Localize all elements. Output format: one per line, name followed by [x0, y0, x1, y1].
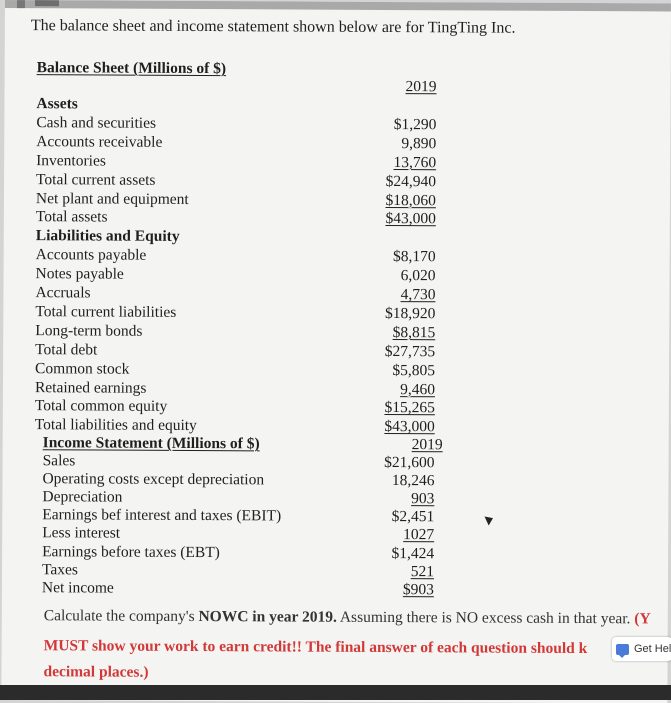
balance-sheet-value: $24,940 [366, 171, 436, 190]
balance-sheet-value: $8,170 [366, 247, 436, 266]
top-bar-marker [17, 0, 25, 8]
get-help-label: Get Hel [634, 643, 671, 655]
balance-sheet-label: Accruals [35, 283, 90, 302]
question-line-3 [43, 663, 148, 682]
balance-sheet-value: 9,460 [365, 379, 435, 398]
income-statement-label: Earnings before taxes (EBT) [42, 542, 220, 562]
income-statement-year: 2019 [373, 435, 443, 454]
balance-sheet-row [35, 302, 455, 323]
balance-sheet-row [36, 264, 456, 285]
balance-sheet-label: Common stock [35, 359, 129, 378]
balance-sheet-label: Total assets [36, 208, 108, 227]
question-line-2 [44, 637, 588, 658]
income-statement-label: Sales [43, 451, 76, 470]
balance-sheet-row [35, 359, 455, 380]
income-statement-value: 521 [364, 561, 434, 580]
mouse-cursor-icon [485, 514, 496, 526]
balance-sheet-row [35, 378, 455, 399]
income-statement-value: $903 [364, 580, 434, 599]
bottom-strip [0, 685, 671, 700]
balance-sheet-label: Accounts payable [36, 245, 147, 265]
balance-sheet-value: $8,815 [365, 323, 435, 342]
balance-sheet-row [35, 340, 455, 361]
income-statement-label: Earnings bef interest and taxes (EBIT) [42, 505, 281, 525]
intro-text: The balance sheet and income statement shown below are for TingTing Inc. [31, 17, 516, 38]
question-nowc-bold: NOWC in year 2019. [198, 608, 336, 626]
balance-sheet-row [36, 94, 456, 115]
balance-sheet-label: Cash and securities [36, 113, 156, 133]
top-bar-segment [35, 0, 59, 6]
balance-sheet-value: $1,290 [366, 115, 436, 134]
balance-sheet-label: Long-term bonds [35, 321, 142, 341]
balance-sheet-value: $43,000 [365, 417, 435, 436]
balance-sheet-label: Total liabilities and equity [35, 415, 197, 435]
income-statement-value: 18,246 [364, 471, 434, 490]
income-statement-value: 1027 [364, 525, 434, 544]
chat-bubble-icon [616, 644, 629, 655]
income-statement-value: $21,600 [365, 453, 435, 472]
balance-sheet-value: $43,000 [366, 209, 436, 228]
balance-sheet-year-row [37, 75, 447, 96]
balance-sheet-value: 13,760 [366, 153, 436, 172]
balance-sheet-row [36, 113, 456, 134]
balance-sheet-label: Accounts receivable [36, 132, 162, 152]
balance-sheet-row [36, 132, 456, 153]
balance-sheet-title: Balance Sheet (Millions of $) [37, 58, 227, 78]
balance-sheet-row [35, 397, 455, 418]
balance-sheet-value: $27,735 [365, 342, 435, 361]
balance-sheet-value: 9,890 [366, 134, 436, 153]
income-statement-value: $2,451 [364, 507, 434, 526]
get-help-button[interactable] [612, 637, 671, 661]
balance-sheet-label: Total debt [35, 340, 97, 359]
balance-sheet-value: $15,265 [365, 398, 435, 417]
question-red-1: (Y [634, 610, 650, 627]
balance-sheet-value: $18,060 [366, 190, 436, 209]
balance-sheet-label: Total current liabilities [35, 302, 176, 322]
balance-sheet-label: Notes payable [36, 264, 124, 283]
question-red-3: decimal places.) [43, 663, 148, 681]
income-statement-label: Operating costs except depreciation [42, 469, 264, 489]
top-bar [5, 0, 671, 11]
balance-sheet-label: Liabilities and Equity [36, 226, 180, 246]
question-text-1: Calculate the company's [44, 607, 199, 625]
balance-sheet-row [36, 170, 456, 191]
question-text-2: Assuming there is NO excess cash in that year. [337, 609, 635, 628]
balance-sheet-value: 6,020 [366, 266, 436, 285]
balance-sheet-row [36, 208, 456, 229]
income-statement-value: 903 [364, 489, 434, 508]
income-statement-title: Income Statement (Millions of $) [43, 433, 260, 453]
balance-sheet-label: Inventories [36, 151, 106, 170]
worksheet-page [1, 0, 671, 703]
income-statement-label: Net income [42, 578, 114, 597]
income-statement-row [42, 578, 462, 599]
balance-sheet-year: 2019 [367, 77, 437, 96]
balance-sheet-value: 4,730 [365, 285, 435, 304]
balance-sheet-row [35, 283, 455, 304]
balance-sheet-label: Retained earnings [35, 378, 147, 398]
balance-sheet-label: Assets [36, 94, 77, 113]
balance-sheet-row [36, 226, 456, 247]
income-statement-label: Taxes [42, 560, 78, 579]
balance-sheet-value: $18,920 [365, 304, 435, 323]
balance-sheet-label: Total current assets [36, 170, 156, 190]
income-statement-label: Depreciation [42, 487, 122, 506]
income-statement-label: Less interest [42, 524, 120, 543]
balance-sheet-value: $5,805 [365, 360, 435, 379]
income-statement-value: $1,424 [364, 543, 434, 562]
balance-sheet-row [35, 321, 455, 342]
question-line-1 [44, 607, 651, 628]
balance-sheet-row [36, 151, 456, 172]
balance-sheet-row [36, 189, 456, 210]
balance-sheet-label: Total common equity [35, 397, 167, 417]
balance-sheet-row [36, 245, 456, 266]
question-red-2: MUST show your work to earn credit!! The final answer of each question should k [44, 637, 588, 657]
balance-sheet-label: Net plant and equipment [36, 189, 189, 209]
